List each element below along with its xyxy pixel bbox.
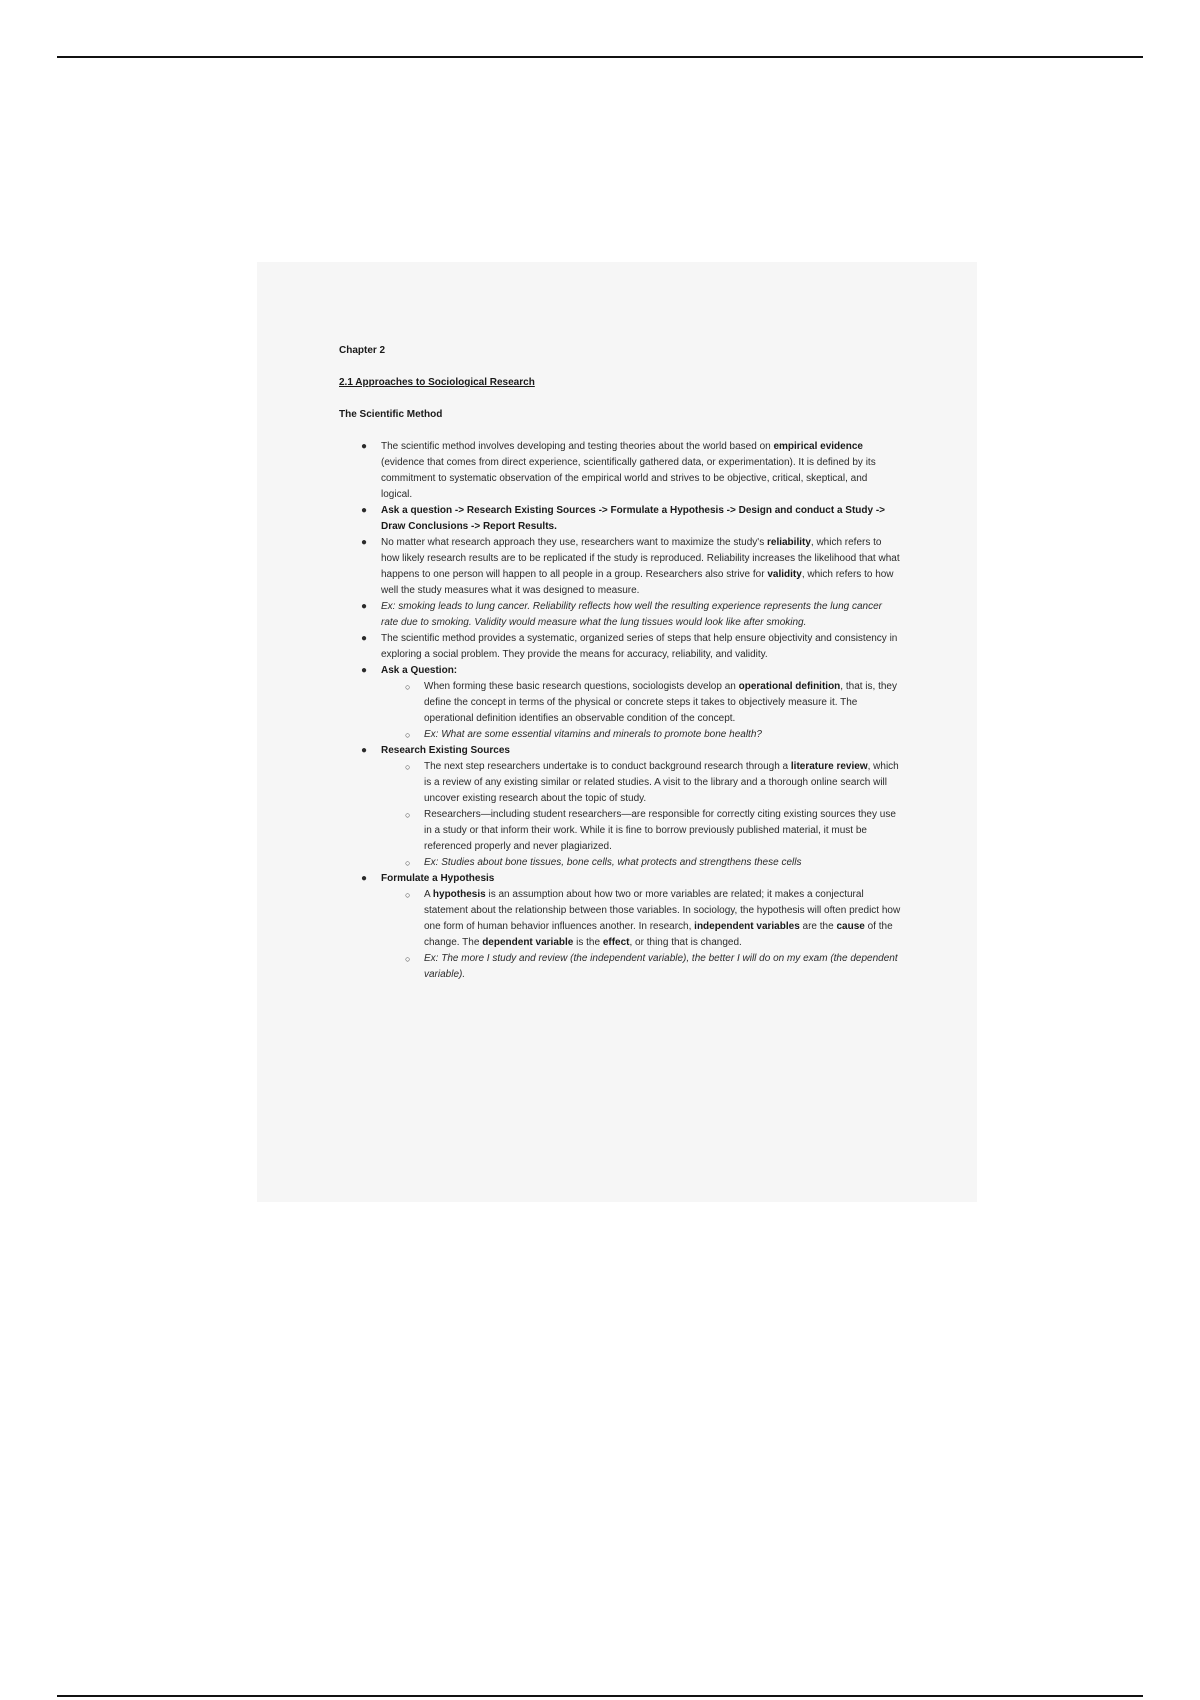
top-divider (57, 56, 1143, 58)
sub-bullet-list (381, 759, 901, 871)
document-body (339, 343, 901, 983)
list-item: ● The scientific method involves developing and testing theories about the world based on empirical evidence (evidence that comes from direct experience, scientifically gathered data, or experimentation). It is defined by its commitment to systematic observation of the empirical world and strives to be objective, critical, skeptical, and logical. (361, 441, 876, 500)
bullet-icon: ● (361, 537, 368, 548)
list-item: ● The scientific method provides a systematic, organized series of steps that help ensure objectivity and consistency in exploring a social problem. They provide the means for accuracy, reliability, and validity. (361, 633, 898, 660)
list-item: ● Ask a question -> Research Existing Sources -> Formulate a Hypothesis -> Design and conduct a Study -> Draw Conclusions -> Report Results. (361, 505, 886, 532)
sub-bullet-icon: ○ (405, 682, 411, 692)
sub-bullet-icon: ○ (405, 954, 411, 964)
list-item: ● Ex: smoking leads to lung cancer. Reliability reflects how well the resulting experience represents the lung cancer rate due to smoking. Validity would measure what the lung tissues would look like after smoking. (361, 601, 882, 628)
bullet-icon: ● (361, 745, 368, 756)
bullet-icon: ● (361, 601, 368, 612)
bullet-list (339, 439, 901, 983)
sub-list-item: ○ A hypothesis is an assumption about how two or more variables are related; it makes a conjectural statement about the relationship between those variables. In sociology, the hypothesis will often predict how one form of human behavior influences another. In research, independent variables are the cause of the change. The dependent variable is the effect, or thing that is changed. (405, 889, 901, 948)
sub-list-item: ○ When forming these basic research questions, sociologists develop an operational definition, that is, they define the concept in terms of the physical or concrete steps it takes to objectively measure it. The operational definition identifies an observable condition of the concept. (405, 681, 897, 724)
sub-bullet-icon: ○ (405, 730, 411, 740)
section-title: 2.1 Approaches to Sociological Research (339, 377, 535, 388)
list-item: ● No matter what research approach they use, researchers want to maximize the study's reliability, which refers to how likely research results are to be replicated if the study is reproduced. Reliability increases the likelihood that what happens to one person will happen to all people in a group. Researchers also strive for validity, which refers to how well the study measures what it was designed to measure. (361, 537, 900, 596)
sub-bullet-icon: ○ (405, 810, 411, 820)
sub-list-item: ○ Ex: Studies about bone tissues, bone cells, what protects and strengthens these cells (381, 855, 901, 871)
sub-bullet-list (381, 887, 901, 983)
subheading: The Scientific Method (339, 409, 443, 420)
bottom-divider (57, 1695, 1143, 1697)
bullet-icon: ● (361, 873, 368, 884)
sub-list-item: ○ Ex: The more I study and review (the independent variable), the better I will do on my exam (the dependent variable). (405, 953, 898, 980)
sub-bullet-icon: ○ (405, 762, 411, 772)
bullet-icon: ● (361, 665, 368, 676)
list-item: ● Formulate a Hypothesis ○ A hypothesis is an assumption about how two or more variables are related; it makes a conjectural statement about the relationship between those variables. In sociology, the hypothesis will often predict how one form of human behavior influences another. In research, independent variables are the cause of the change. The dependent variable is the effect, or thing that is changed. ○ Ex: The more I study and review (the independent variable), the better I will do on my exam (the dependent variable). (339, 871, 901, 983)
sub-list-item: ○ The next step researchers undertake is to conduct background research through a literature review, which is a review of any existing similar or related studies. A visit to the library and a thorough online search will uncover existing research about the topic of study. (405, 761, 899, 804)
bullet-icon: ● (361, 633, 368, 644)
sub-bullet-icon: ○ (405, 890, 411, 900)
list-item: ● Ask a Question: ○ When forming these basic research questions, sociologists develop an operational definition, that is, they define the concept in terms of the physical or concrete steps it takes to objectively measure it. The operational definition identifies an observable condition of the concept. ○ Ex: What are some essential vitamins and minerals to promote bone health? (339, 663, 901, 743)
sub-list-item: ○ Ex: What are some essential vitamins and minerals to promote bone health? (381, 727, 901, 743)
sub-list-item: ○ Researchers—including student researchers—are responsible for correctly citing existing sources they use in a study or that inform their work. While it is fine to borrow previously published material, it must be referenced properly and never plagiarized. (405, 809, 896, 852)
sub-bullet-list (381, 679, 901, 743)
sub-bullet-icon: ○ (405, 858, 411, 868)
bullet-icon: ● (361, 505, 368, 516)
list-item: ● Research Existing Sources ○ The next step researchers undertake is to conduct background research through a literature review, which is a review of any existing similar or related studies. A visit to the library and a thorough online search will uncover existing research about the topic of study. ○ Researchers—including student researchers—are responsible for correctly citing existing sources they use in a study or that inform their work. While it is fine to borrow previously published material, it must be referenced properly and never plagiarized. ○ Ex: Studies about bone tissues, bone cells, what protects and strengthens these cells (339, 743, 901, 871)
bullet-icon: ● (361, 441, 368, 452)
chapter-title: Chapter 2 (339, 345, 386, 356)
